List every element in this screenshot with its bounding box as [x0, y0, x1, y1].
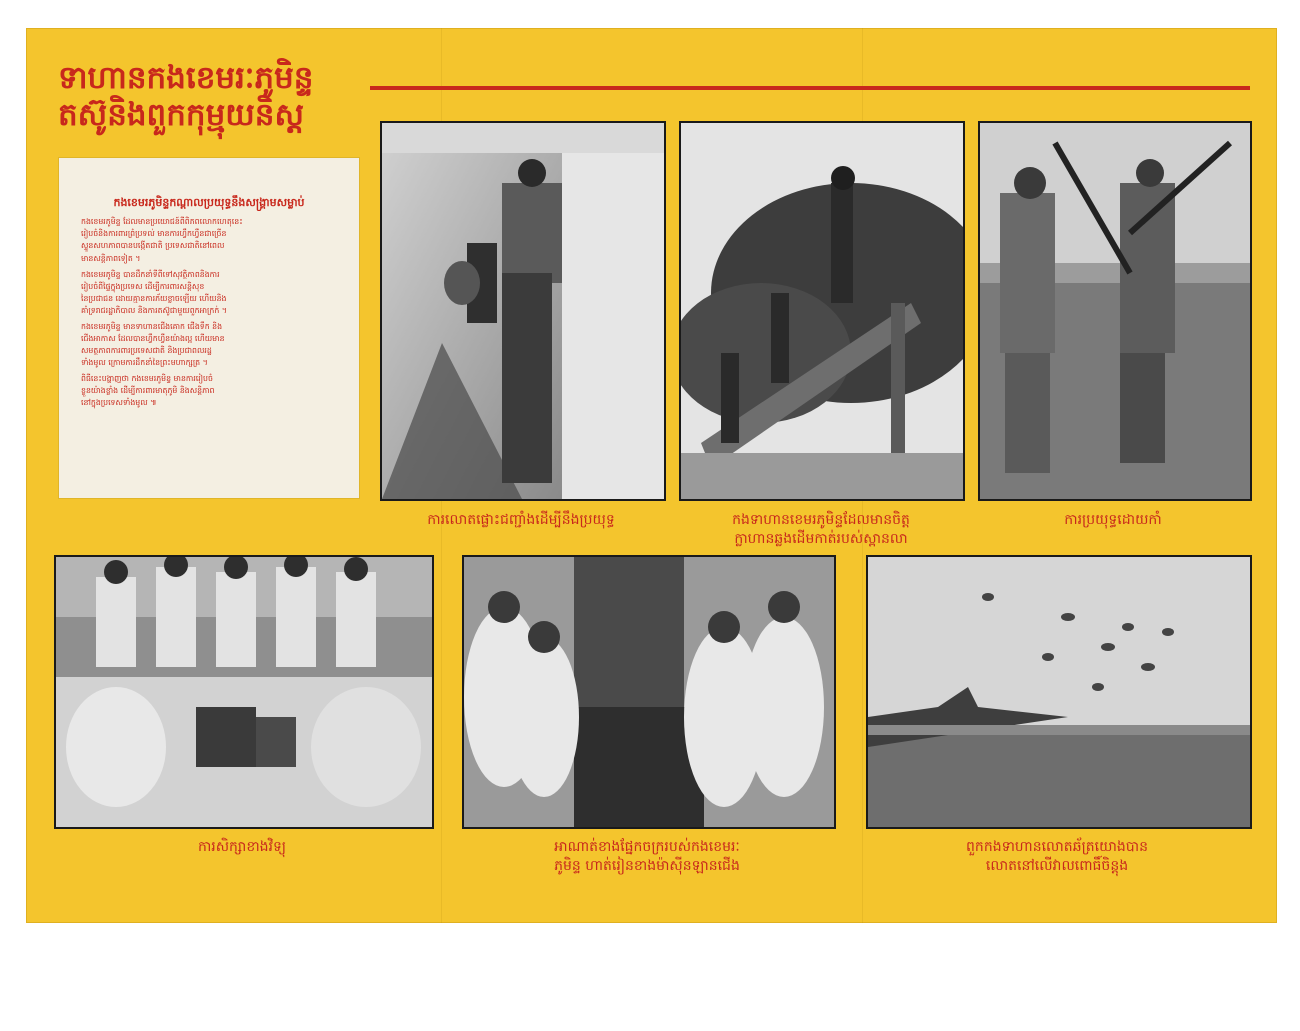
- caption-parachute: ពួកកងទាហានលោតឆ័ត្រយោងបាន លោតនៅលើវាលពោធិ៍ចិន្តុង: [966, 839, 1148, 874]
- caption-bayonet: ការប្រយុទ្ធដោយកាំ: [1064, 512, 1162, 528]
- photo-radio: [54, 555, 434, 829]
- caption-radio: ការសិក្សាខាងវិទ្យុ: [197, 839, 287, 855]
- paragraph: កងខេមរភូមិន្ទ មានទាហានជើងគោក ជើងទឹក និង ជើងអាកាស ដែលបានហ្វឹកហ្វឺនយ៉ាងល្អ ហើយមាន សមត្ថភាពការពារប្រទេសជាតិ និងប្រជាពលរដ្ឋ ទាំងមូល ក្រោមការដឹកនាំនៃព្រះមហាក្សត្រ ។: [81, 321, 225, 368]
- photo-engine: [462, 555, 836, 829]
- poster: [26, 28, 1277, 923]
- paragraph: កងខេមរភូមិន្ទ បានដឹកនាំទីពីទៅសុវត្ថិភាពនិងការ រៀបចំពីផ្ទៃក្នុងប្រទេស ដើម្បីការពារសន្តិសុខ នៃប្រជាជន ដោយគ្មានការភ័យខ្លាចឡើយ ហើយនិង គាំទ្ររាជរដ្ឋាភិបាល និងការតស៊ូជាមួយពួកអាក្រក់ ។: [81, 269, 227, 315]
- poster-title-line-2: តស៊ូនិងពួកកុម្មុយនិស្ត: [58, 97, 304, 133]
- photo-bayonet: [978, 121, 1252, 501]
- paragraph: កងខេមរភូមិន្ទ ដែលមានប្រយោជន៍ពីពិភពលោកហេតុនេះ រៀបចំនិងការពារព្រំប្រទល់ មានការហ្វឹកហ្វឺនជាច្រើន ស្ទួនសហភាពបានបង្កើតជាតិ ប្រទេសជាតិនៅពេល មានសន្តិភាពទៀត ។: [81, 217, 243, 263]
- paragraph: ពិធីនេះបង្ហាញថា កងខេមរភូមិន្ទ មានការរៀបចំ ខ្លួនយ៉ាងខ្លាំង ដើម្បីការពារមាតុភូមិ និងសន្តិភាព នៅក្នុងប្រទេសទាំងមូល ៕: [81, 374, 215, 408]
- caption-engine: អាណាត់ខាងផ្នែកចក្ររបស់កងខេមរៈ ភូមិន្ទ ហាត់រៀនខាងម៉ាស៊ីនឡានជើង: [554, 839, 740, 874]
- text-panel: [59, 158, 359, 498]
- poster-title-line-1: ទាហានកងខេមរៈភូមិន្ទ: [58, 60, 314, 96]
- title-rule: [370, 86, 1250, 90]
- photo-obstacle: [679, 121, 965, 501]
- caption-wall-climb: ការលោតផ្លោះជញ្ជាំងដើម្បីនឹងប្រយុទ្ធ: [427, 512, 615, 528]
- caption-obstacle: កងទាហានខេមរភូមិន្ទដែលមានចិត្ត ក្លាហានឆ្លងដើមកាត់របស់ស្ពានលា: [732, 512, 910, 547]
- photo-wall-climb: [380, 121, 666, 501]
- photo-parachute: [866, 555, 1252, 829]
- text-panel-heading: កងខេមរភូមិន្ទកណ្ដាលប្រយុទ្ធនឹងសង្រ្គាមសម្លាប់: [113, 196, 305, 209]
